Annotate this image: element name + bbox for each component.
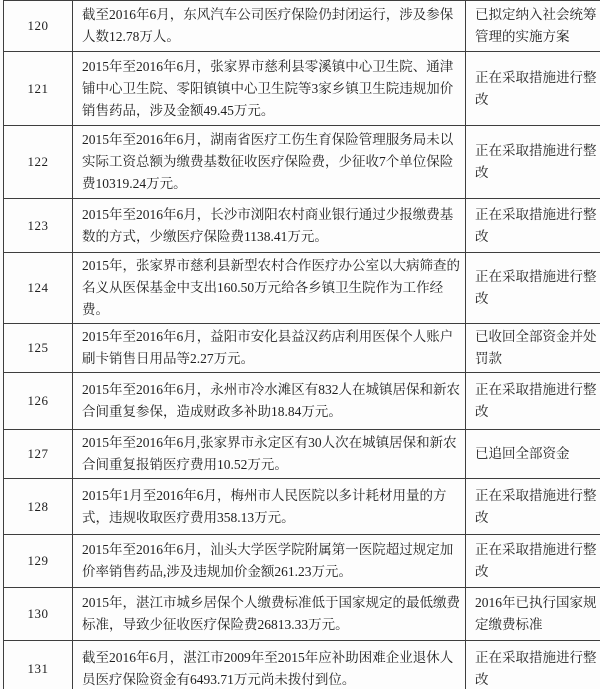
table-row <box>4 588 600 641</box>
issue-description-cell: 截至2016年6月，东风汽车公司医疗保险仍封闭运行，涉及参保人数12.78万人。 <box>73 1 466 52</box>
table-row <box>4 373 600 430</box>
issue-description-cell: 2015年至2016年6月,张家界市永定区有30人次在城镇居保和新农合间重复报销医疗费用10.52万元。 <box>73 430 466 479</box>
table-row <box>4 52 600 126</box>
issue-description-cell: 2015年1月至2016年6月，梅州市人民医院以多计耗材用量的方式，违规收取医疗费用358.13万元。 <box>73 479 466 535</box>
rectification-status-cell: 正在采取措施进行整改 <box>466 641 600 689</box>
rectification-status-cell: 已拟定纳入社会统筹管理的实施方案 <box>466 1 600 52</box>
audit-findings-table <box>3 0 600 689</box>
issue-description-cell: 2015年，湛江市城乡居保个人缴费标准低于国家规定的最低缴费标准，导致少征收医疗保险费26813.33万元。 <box>73 588 466 641</box>
rectification-status-cell: 正在采取措施进行整改 <box>466 199 600 253</box>
issue-description-cell: 2015年至2016年6月，湖南省医疗工伤生育保险管理服务局未以实际工资总额为缴费基数征收医疗保险费，少征收7个单位保险费10319.24万元。 <box>73 126 466 199</box>
row-number-cell: 121 <box>4 52 73 126</box>
rectification-status-cell: 正在采取措施进行整改 <box>466 126 600 199</box>
table-row <box>4 126 600 199</box>
table-row <box>4 1 600 52</box>
issue-description-cell: 截至2016年6月，湛江市2009年至2015年应补助困难企业退休人员医疗保险资金有6493.71万元尚未拨付到位。 <box>73 641 466 689</box>
row-number-cell: 123 <box>4 199 73 253</box>
table-row <box>4 324 600 373</box>
table-row <box>4 253 600 324</box>
rectification-status-cell: 正在采取措施进行整改 <box>466 535 600 588</box>
rectification-status-cell: 已收回全部资金并处罚款 <box>466 324 600 373</box>
table-row <box>4 430 600 479</box>
issue-description-cell: 2015年，张家界市慈利县新型农村合作医疗办公室以大病筛查的名义从医保基金中支出160.50万元给各乡镇卫生院作为工作经费。 <box>73 253 466 324</box>
row-number-cell: 128 <box>4 479 73 535</box>
row-number-cell: 122 <box>4 126 73 199</box>
row-number-cell: 126 <box>4 373 73 430</box>
row-number-cell: 120 <box>4 1 73 52</box>
row-number-cell: 124 <box>4 253 73 324</box>
issue-description-cell: 2015年至2016年6月，汕头大学医学院附属第一医院超过规定加价率销售药品,涉及违规加价金额261.23万元。 <box>73 535 466 588</box>
table-row <box>4 479 600 535</box>
issue-description-cell: 2015年至2016年6月，长沙市浏阳农村商业银行通过少报缴费基数的方式，少缴医疗保险费1138.41万元。 <box>73 199 466 253</box>
rectification-status-cell: 正在采取措施进行整改 <box>466 479 600 535</box>
row-number-cell: 127 <box>4 430 73 479</box>
issue-description-cell: 2015年至2016年6月，张家界市慈利县零溪镇中心卫生院、通津铺中心卫生院、零阳镇镇中心卫生院等3家乡镇卫生院违规加价销售药品，涉及金额49.45万元。 <box>73 52 466 126</box>
table-row <box>4 641 600 689</box>
rectification-status-cell: 正在采取措施进行整改 <box>466 373 600 430</box>
row-number-cell: 131 <box>4 641 73 689</box>
row-number-cell: 129 <box>4 535 73 588</box>
row-number-cell: 130 <box>4 588 73 641</box>
issue-description-cell: 2015年至2016年6月，永州市冷水滩区有832人在城镇居保和新农合间重复参保，造成财政多补助18.84万元。 <box>73 373 466 430</box>
issue-description-cell: 2015年至2016年6月，益阳市安化县益汉药店利用医保个人账户刷卡销售日用品等2.27万元。 <box>73 324 466 373</box>
table-row <box>4 199 600 253</box>
rectification-status-cell: 2016年已执行国家规定缴费标准 <box>466 588 600 641</box>
table-row <box>4 535 600 588</box>
rectification-status-cell: 正在采取措施进行整改 <box>466 253 600 324</box>
row-number-cell: 125 <box>4 324 73 373</box>
rectification-status-cell: 正在采取措施进行整改 <box>466 52 600 126</box>
audit-findings-table-body <box>4 1 600 689</box>
rectification-status-cell: 已追回全部资金 <box>466 430 600 479</box>
